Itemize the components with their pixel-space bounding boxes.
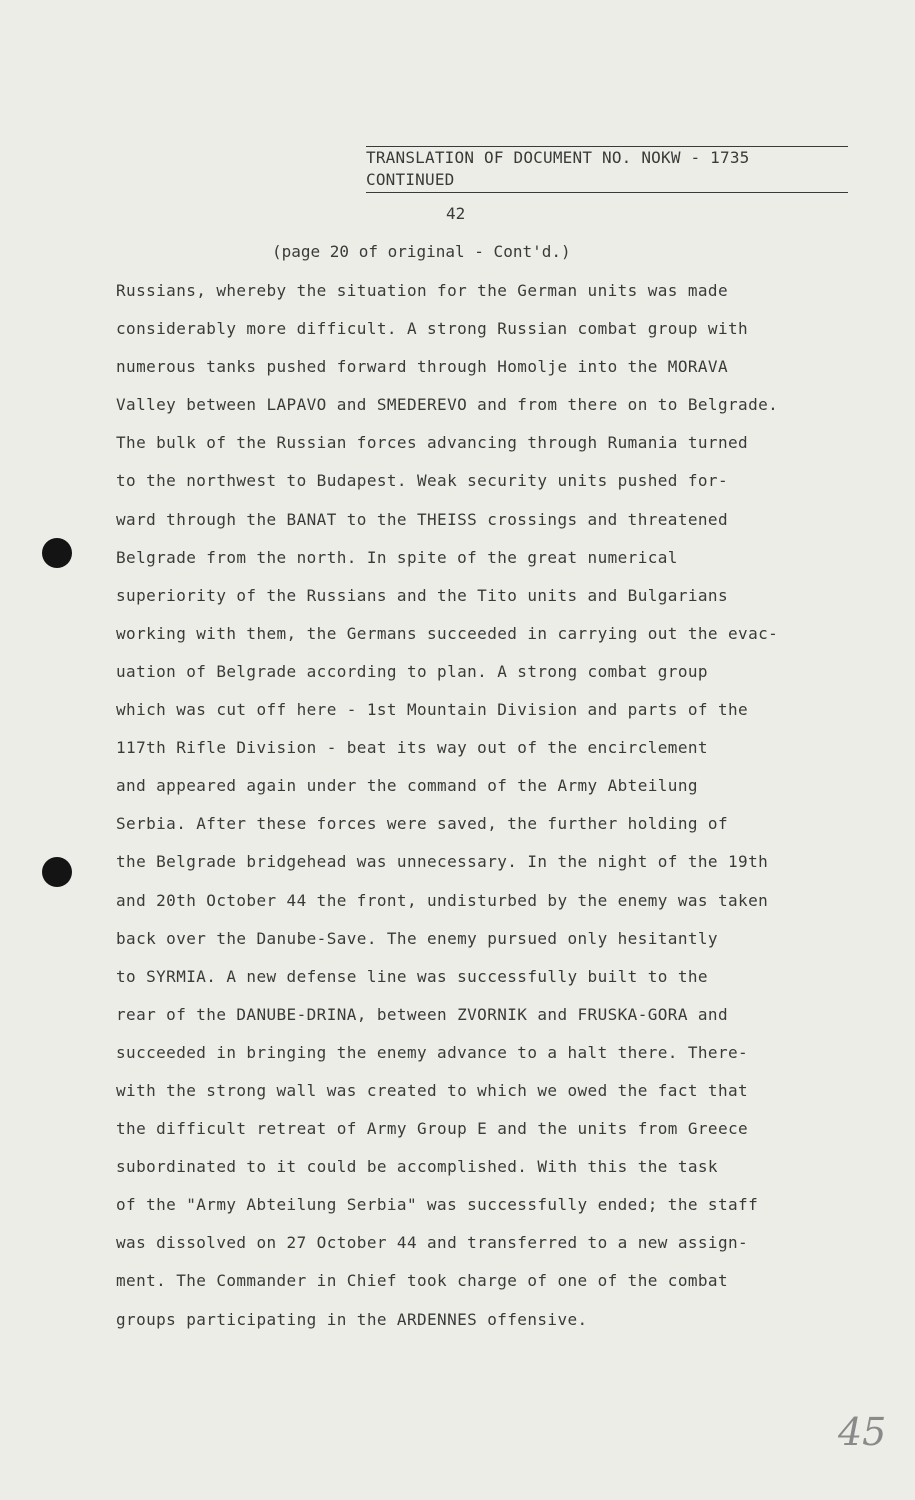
body-line: Valley between LAPAVO and SMEDEREVO and from there on to Belgrade.	[116, 395, 779, 415]
body-line: and 20th October 44 the front, undisturbed by the enemy was taken	[116, 890, 769, 910]
body-line: The bulk of the Russian forces advancing through Rumania turned	[116, 433, 749, 453]
body-text	[116, 280, 886, 1347]
body-line: rear of the DANUBE-DRINA, between ZVORNIK and FRUSKA-GORA and	[116, 1004, 729, 1024]
document-header	[366, 146, 848, 191]
body-line: was dissolved on 27 October 44 and transferred to a new assign-	[116, 1233, 749, 1253]
body-line: Serbia. After these forces were saved, the further holding of	[116, 814, 729, 834]
body-line: to SYRMIA. A new defense line was successfully built to the	[116, 966, 708, 986]
body-line: groups participating in the ARDENNES offensive.	[116, 1309, 588, 1329]
original-page-reference: (page 20 of original - Cont'd.)	[272, 242, 571, 261]
body-line: the difficult retreat of Army Group E and the units from Greece	[116, 1119, 749, 1139]
body-line: to the northwest to Budapest. Weak security units pushed for-	[116, 471, 729, 491]
header-title: TRANSLATION OF DOCUMENT NO. NOKW - 1735	[366, 148, 750, 167]
body-line: 117th Rifle Division - beat its way out of the encirclement	[116, 738, 708, 758]
body-line: the Belgrade bridgehead was unnecessary. In the night of the 19th	[116, 852, 769, 872]
body-line: which was cut off here - 1st Mountain Division and parts of the	[116, 700, 749, 720]
body-line: working with them, the Germans succeeded in carrying out the evac-	[116, 623, 779, 643]
body-line: ment. The Commander in Chief took charge of one of the combat	[116, 1271, 729, 1291]
page-number: 42	[446, 204, 466, 223]
punch-hole	[42, 538, 72, 568]
body-line: and appeared again under the command of the Army Abteilung	[116, 776, 698, 796]
body-line: succeeded in bringing the enemy advance to a halt there. There-	[116, 1042, 749, 1062]
body-line: considerably more difficult. A strong Russian combat group with	[116, 319, 749, 339]
header-bottom-rule	[366, 192, 848, 193]
body-line: of the "Army Abteilung Serbia" was successfully ended; the staff	[116, 1195, 759, 1215]
body-line: back over the Danube-Save. The enemy pursued only hesitantly	[116, 928, 718, 948]
body-line: numerous tanks pushed forward through Homolje into the MORAVA	[116, 357, 729, 377]
handwritten-page-number: 45	[838, 1410, 887, 1454]
body-line: Russians, whereby the situation for the German units was made	[116, 281, 729, 300]
header-continued	[366, 169, 848, 191]
body-line: uation of Belgrade according to plan. A strong combat group	[116, 661, 708, 681]
body-line: superiority of the Russians and the Tito units and Bulgarians	[116, 585, 729, 605]
header-continued-text: CONTINUED	[366, 170, 455, 189]
punch-hole	[42, 857, 72, 887]
body-line: Belgrade from the north. In spite of the great numerical	[116, 547, 678, 567]
body-line: with the strong wall was created to which we owed the fact that	[116, 1080, 749, 1100]
body-line: subordinated to it could be accomplished. With this the task	[116, 1157, 718, 1177]
body-line: ward through the BANAT to the THEISS crossings and threatened	[116, 509, 729, 529]
